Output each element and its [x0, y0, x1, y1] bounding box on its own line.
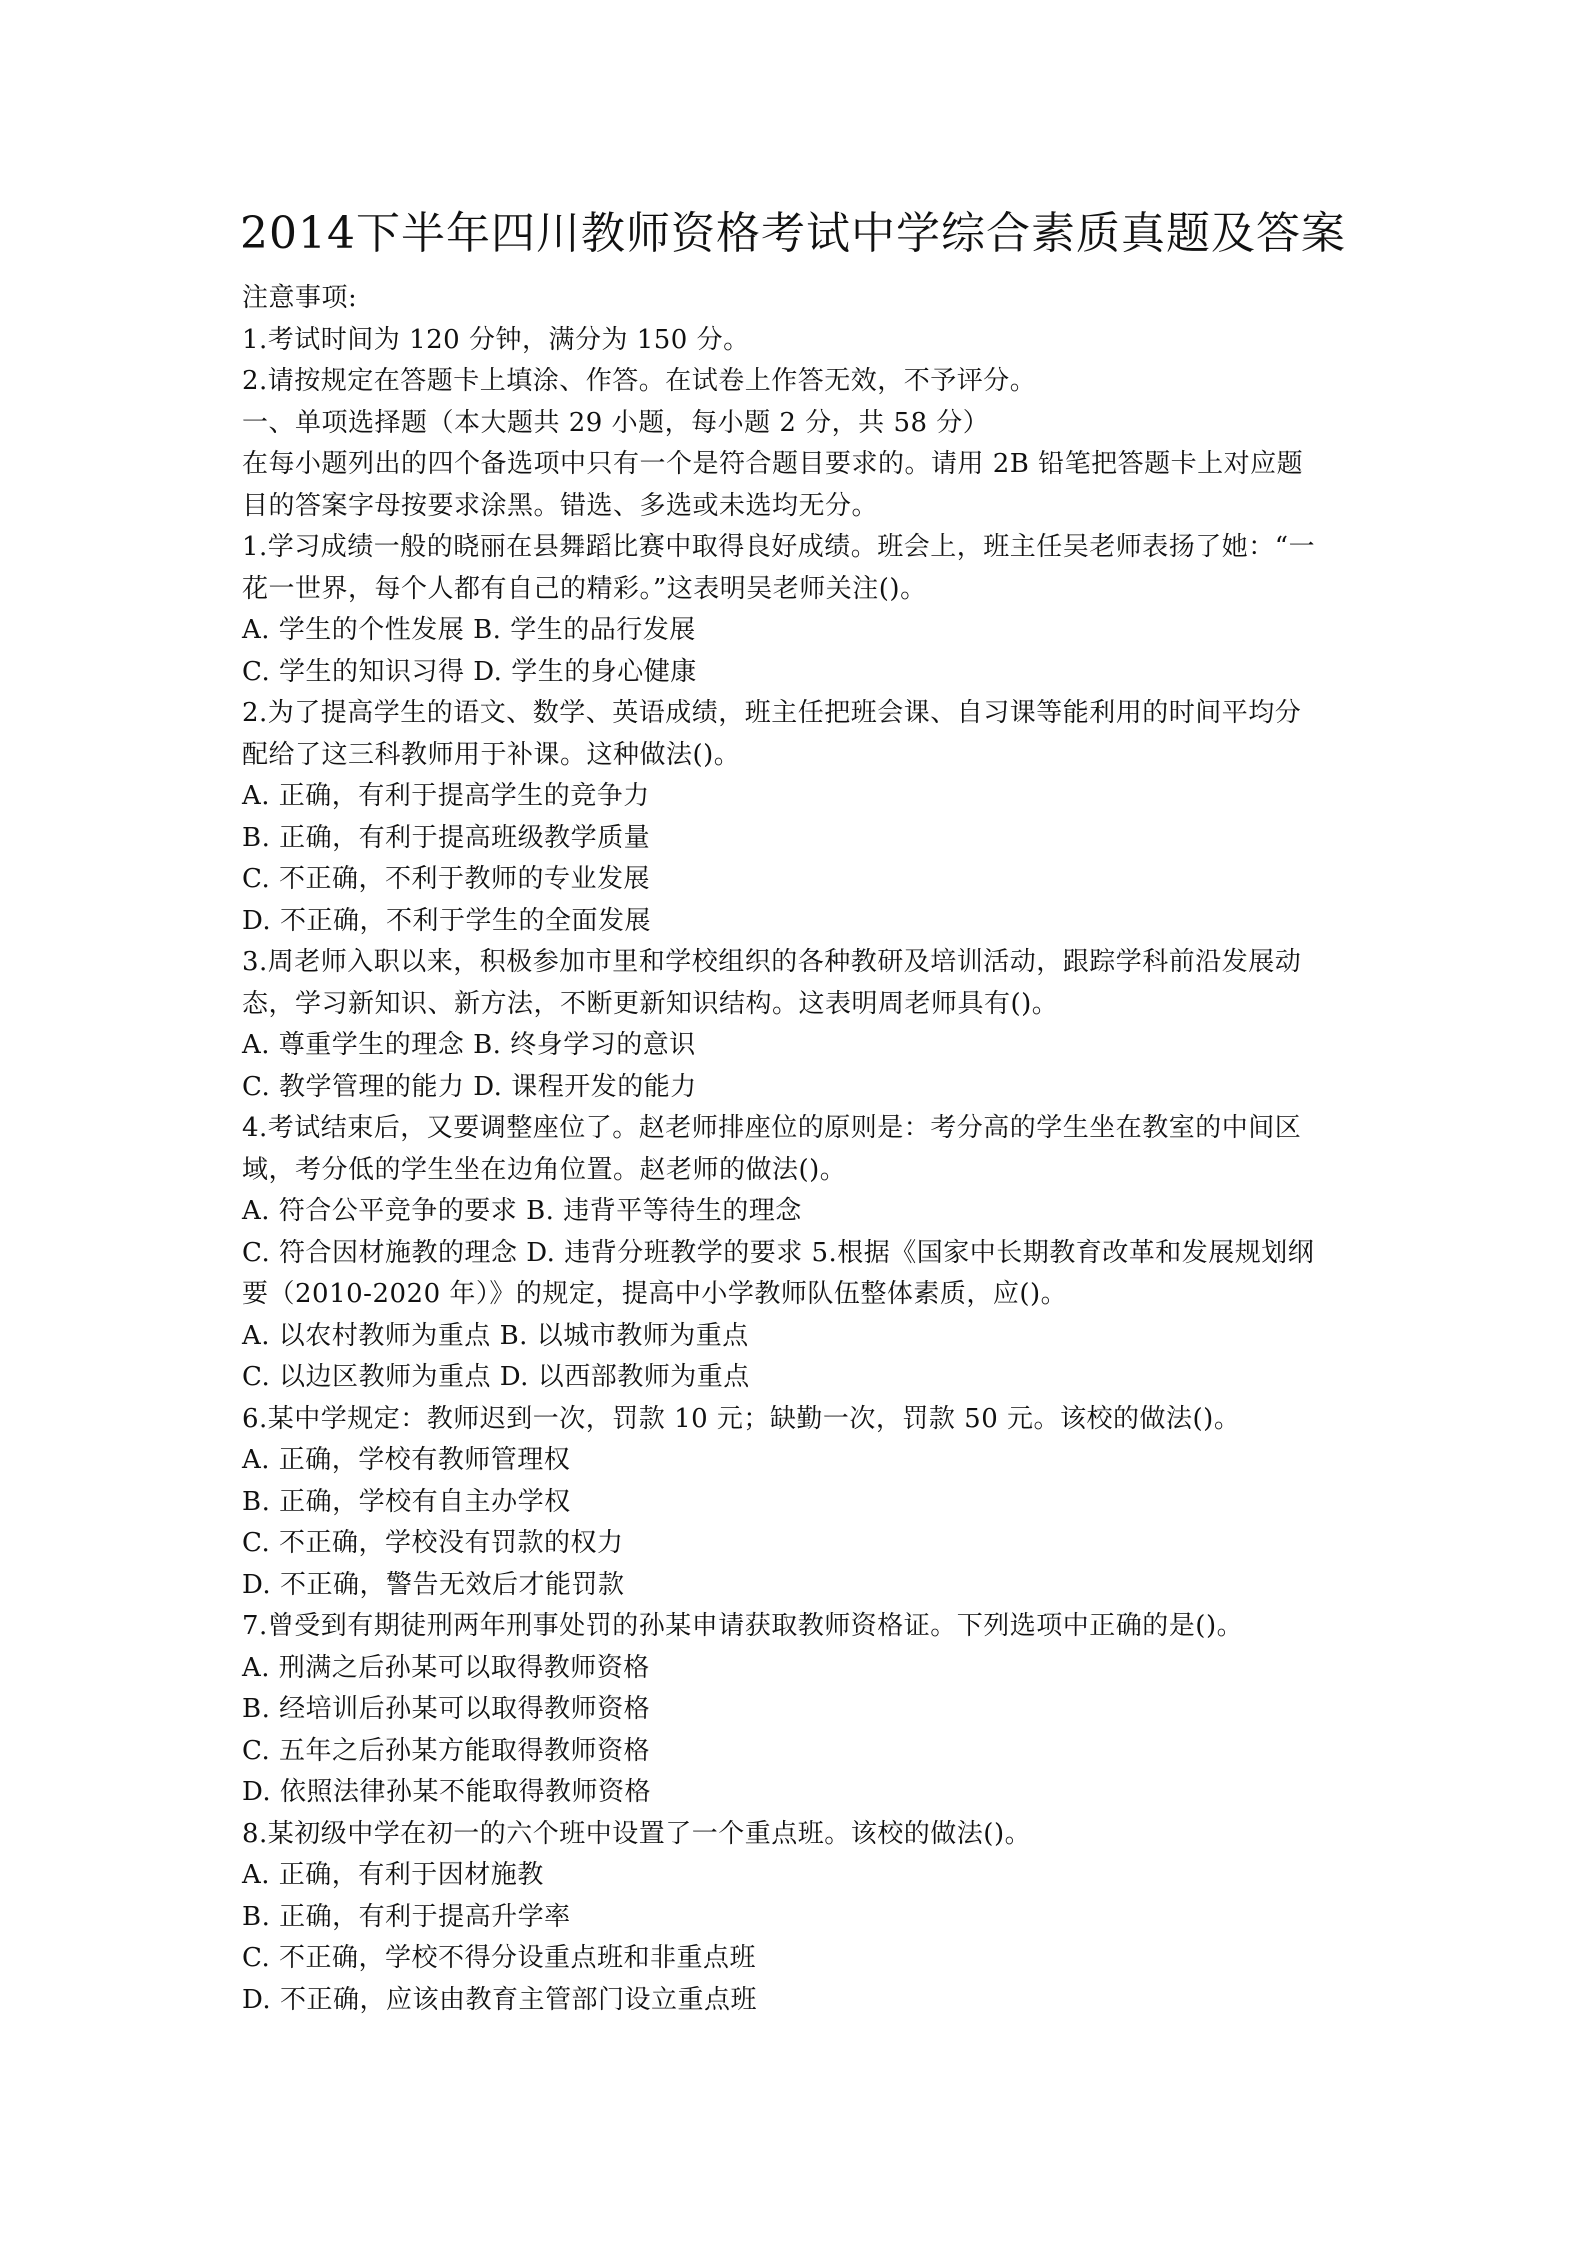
- text-line: C. 不正确，学校没有罚款的权力: [242, 1528, 624, 1558]
- text-line: 1.学习成绩一般的晓丽在县舞蹈比赛中取得良好成绩。班会上，班主任吴老师表扬了她：“一: [242, 532, 1316, 562]
- text-line: D. 不正确，警告无效后才能罚款: [242, 1569, 625, 1600]
- text-line: A. 学生的个性发展 B. 学生的品行发展: [242, 615, 696, 645]
- text-line: 态，学习新知识、新方法，不断更新知识结构。这表明周老师具有()。: [242, 988, 1059, 1019]
- text-line: 8.某初级中学在初一的六个班中设置了一个重点班。该校的做法()。: [242, 1818, 1032, 1849]
- document-body: [242, 278, 1360, 2021]
- text-line: 2.为了提高学生的语文、数学、英语成绩，班主任把班会课、自习课等能利用的时间平均分: [242, 698, 1302, 728]
- text-line: C. 学生的知识习得 D. 学生的身心健康: [242, 656, 697, 687]
- text-line: A. 符合公平竞争的要求 B. 违背平等待生的理念: [242, 1196, 802, 1226]
- text-line: 域，考分低的学生坐在边角位置。赵老师的做法()。: [242, 1154, 847, 1185]
- text-line: C. 五年之后孙某方能取得教师资格: [242, 1735, 650, 1766]
- text-line: 1.考试时间为 120 分钟，满分为 150 分。: [242, 324, 750, 355]
- text-line: 一、单项选择题（本大题共 29 小题，每小题 2 分，共 58 分）: [242, 407, 990, 438]
- text-line: C. 教学管理的能力 D. 课程开发的能力: [242, 1071, 697, 1102]
- text-line: 注意事项:: [242, 283, 358, 313]
- text-line: B. 经培训后孙某可以取得教师资格: [242, 1694, 651, 1724]
- text-line: C. 不正确，学校不得分设重点班和非重点班: [242, 1943, 756, 1973]
- text-line: 4.考试结束后，又要调整座位了。赵老师排座位的原则是：考分高的学生坐在教室的中间区: [242, 1113, 1302, 1143]
- text-line: D. 依照法律孙某不能取得教师资格: [242, 1777, 651, 1807]
- text-line: C. 以边区教师为重点 D. 以西部教师为重点: [242, 1362, 750, 1392]
- text-line: 6.某中学规定：教师迟到一次，罚款 10 元；缺勤一次，罚款 50 元。该校的做法()。: [242, 1403, 1241, 1434]
- text-line: 7.曾受到有期徒刑两年刑事处罚的孙某申请获取教师资格证。下列选项中正确的是()。: [242, 1611, 1244, 1641]
- text-line: 配给了这三科教师用于补课。这种做法()。: [242, 739, 741, 770]
- text-line: 3.周老师入职以来，积极参加市里和学校组织的各种教研及培训活动，跟踪学科前沿发展动: [242, 947, 1302, 977]
- text-line: D. 不正确，不利于学生的全面发展: [242, 905, 651, 936]
- text-line: A. 正确，学校有教师管理权: [242, 1445, 571, 1475]
- text-line: B. 正确，学校有自主办学权: [242, 1486, 571, 1517]
- text-line: B. 正确，有利于提高升学率: [242, 1901, 571, 1932]
- text-line: A. 刑满之后孙某可以取得教师资格: [242, 1652, 650, 1683]
- text-line: 2.请按规定在答题卡上填涂、作答。在试卷上作答无效，不予评分。: [242, 366, 1037, 396]
- text-line: 目的答案字母按要求涂黑。错选、多选或未选均无分。: [242, 490, 879, 521]
- text-line: C. 不正确，不利于教师的专业发展: [242, 864, 650, 894]
- text-line: B. 正确，有利于提高班级教学质量: [242, 822, 651, 853]
- document-title: 2014下半年四川教师资格考试中学综合素质真题及答案: [240, 208, 1346, 259]
- text-line: D. 不正确，应该由教育主管部门设立重点班: [242, 1984, 757, 2015]
- text-line: A. 正确，有利于提高学生的竞争力: [242, 781, 650, 811]
- text-line: A. 正确，有利于因材施教: [242, 1860, 544, 1890]
- text-line: 要（2010-2020 年）》的规定，提高中小学教师队伍整体素质，应()。: [242, 1279, 1068, 1309]
- text-line: A. 以农村教师为重点 B. 以城市教师为重点: [242, 1320, 749, 1351]
- text-line: 花一世界，每个人都有自己的精彩。”这表明吴老师关注()。: [242, 573, 927, 604]
- text-line: C. 符合因材施教的理念 D. 违背分班教学的要求 5.根据《国家中长期教育改革和发展规划纲: [242, 1237, 1315, 1268]
- text-line: A. 尊重学生的理念 B. 终身学习的意识: [242, 1030, 696, 1060]
- text-line: 在每小题列出的四个备选项中只有一个是符合题目要求的。请用 2B 铅笔把答题卡上对应题: [242, 449, 1304, 479]
